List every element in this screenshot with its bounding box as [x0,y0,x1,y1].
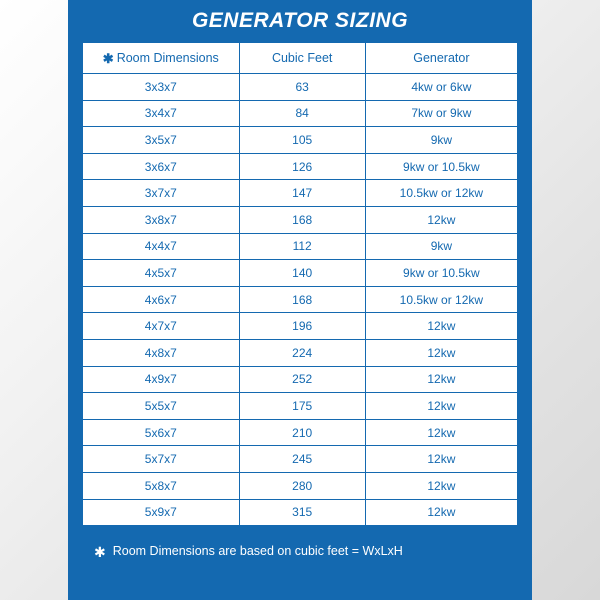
cell-cubic-feet: 245 [239,446,365,473]
poster-panel [68,0,532,600]
table-body [83,74,518,526]
cell-dimensions: 3x6x7 [83,153,240,180]
cell-dimensions: 4x8x7 [83,339,240,366]
table-row [83,260,518,287]
cell-dimensions: 4x5x7 [83,260,240,287]
table-row [83,286,518,313]
footnote-text: Room Dimensions are based on cubic feet = WxLxH [112,544,403,559]
cell-generator: 10.5kw or 12kw [365,180,517,207]
cell-cubic-feet: 105 [239,127,365,154]
table-row [83,313,518,340]
generator-sizing-table [82,42,518,526]
cell-generator: 4kw or 6kw [365,74,517,101]
footnote [68,538,532,564]
table-row [83,393,518,420]
table-row [83,100,518,127]
cell-generator: 12kw [365,313,517,340]
cell-cubic-feet: 126 [239,153,365,180]
cell-generator: 12kw [365,446,517,473]
cell-dimensions: 3x7x7 [83,180,240,207]
cell-generator: 12kw [365,366,517,393]
cell-generator: 12kw [365,339,517,366]
cell-generator: 12kw [365,499,517,526]
column-header-room-dimensions [83,43,240,74]
table-row [83,419,518,446]
poster-header [68,0,532,42]
cell-generator: 12kw [365,393,517,420]
cell-cubic-feet: 112 [239,233,365,260]
cell-cubic-feet: 63 [239,74,365,101]
cell-generator: 12kw [365,419,517,446]
cell-cubic-feet: 224 [239,339,365,366]
table-row [83,366,518,393]
cell-dimensions: 3x8x7 [83,206,240,233]
table-row [83,339,518,366]
table-row [83,180,518,207]
cell-dimensions: 5x8x7 [83,472,240,499]
column-header-room-dimensions-label: Room Dimensions [116,51,219,65]
cell-generator: 12kw [365,206,517,233]
sizing-table-container [82,42,518,526]
cell-cubic-feet: 252 [239,366,365,393]
cell-cubic-feet: 196 [239,313,365,340]
table-row [83,499,518,526]
cell-dimensions: 4x7x7 [83,313,240,340]
asterisk-icon: ✱ [102,51,114,66]
column-header-cubic-feet: Cubic Feet [239,43,365,74]
cell-cubic-feet: 168 [239,286,365,313]
cell-dimensions: 3x5x7 [83,127,240,154]
cell-dimensions: 5x6x7 [83,419,240,446]
cell-dimensions: 4x6x7 [83,286,240,313]
table-header [83,43,518,74]
asterisk-icon: ✱ [94,544,106,561]
cell-dimensions: 5x5x7 [83,393,240,420]
cell-generator: 9kw [365,233,517,260]
page-title: GENERATOR SIZING [191,9,409,32]
table-row [83,74,518,101]
table-row [83,446,518,473]
cell-cubic-feet: 140 [239,260,365,287]
cell-cubic-feet: 315 [239,499,365,526]
column-header-generator: Generator [365,43,517,74]
cell-cubic-feet: 147 [239,180,365,207]
table-row [83,472,518,499]
cell-dimensions: 4x4x7 [83,233,240,260]
cell-generator: 7kw or 9kw [365,100,517,127]
cell-generator: 9kw [365,127,517,154]
cell-cubic-feet: 210 [239,419,365,446]
table-row [83,233,518,260]
cell-cubic-feet: 175 [239,393,365,420]
cell-cubic-feet: 168 [239,206,365,233]
table-header-row [83,43,518,74]
cell-generator: 9kw or 10.5kw [365,153,517,180]
cell-dimensions: 3x4x7 [83,100,240,127]
cell-cubic-feet: 280 [239,472,365,499]
cell-dimensions: 5x7x7 [83,446,240,473]
cell-dimensions: 5x9x7 [83,499,240,526]
cell-cubic-feet: 84 [239,100,365,127]
cell-dimensions: 4x9x7 [83,366,240,393]
cell-dimensions: 3x3x7 [83,74,240,101]
cell-generator: 10.5kw or 12kw [365,286,517,313]
cell-generator: 12kw [365,472,517,499]
cell-generator: 9kw or 10.5kw [365,260,517,287]
table-row [83,127,518,154]
table-row [83,153,518,180]
table-row [83,206,518,233]
